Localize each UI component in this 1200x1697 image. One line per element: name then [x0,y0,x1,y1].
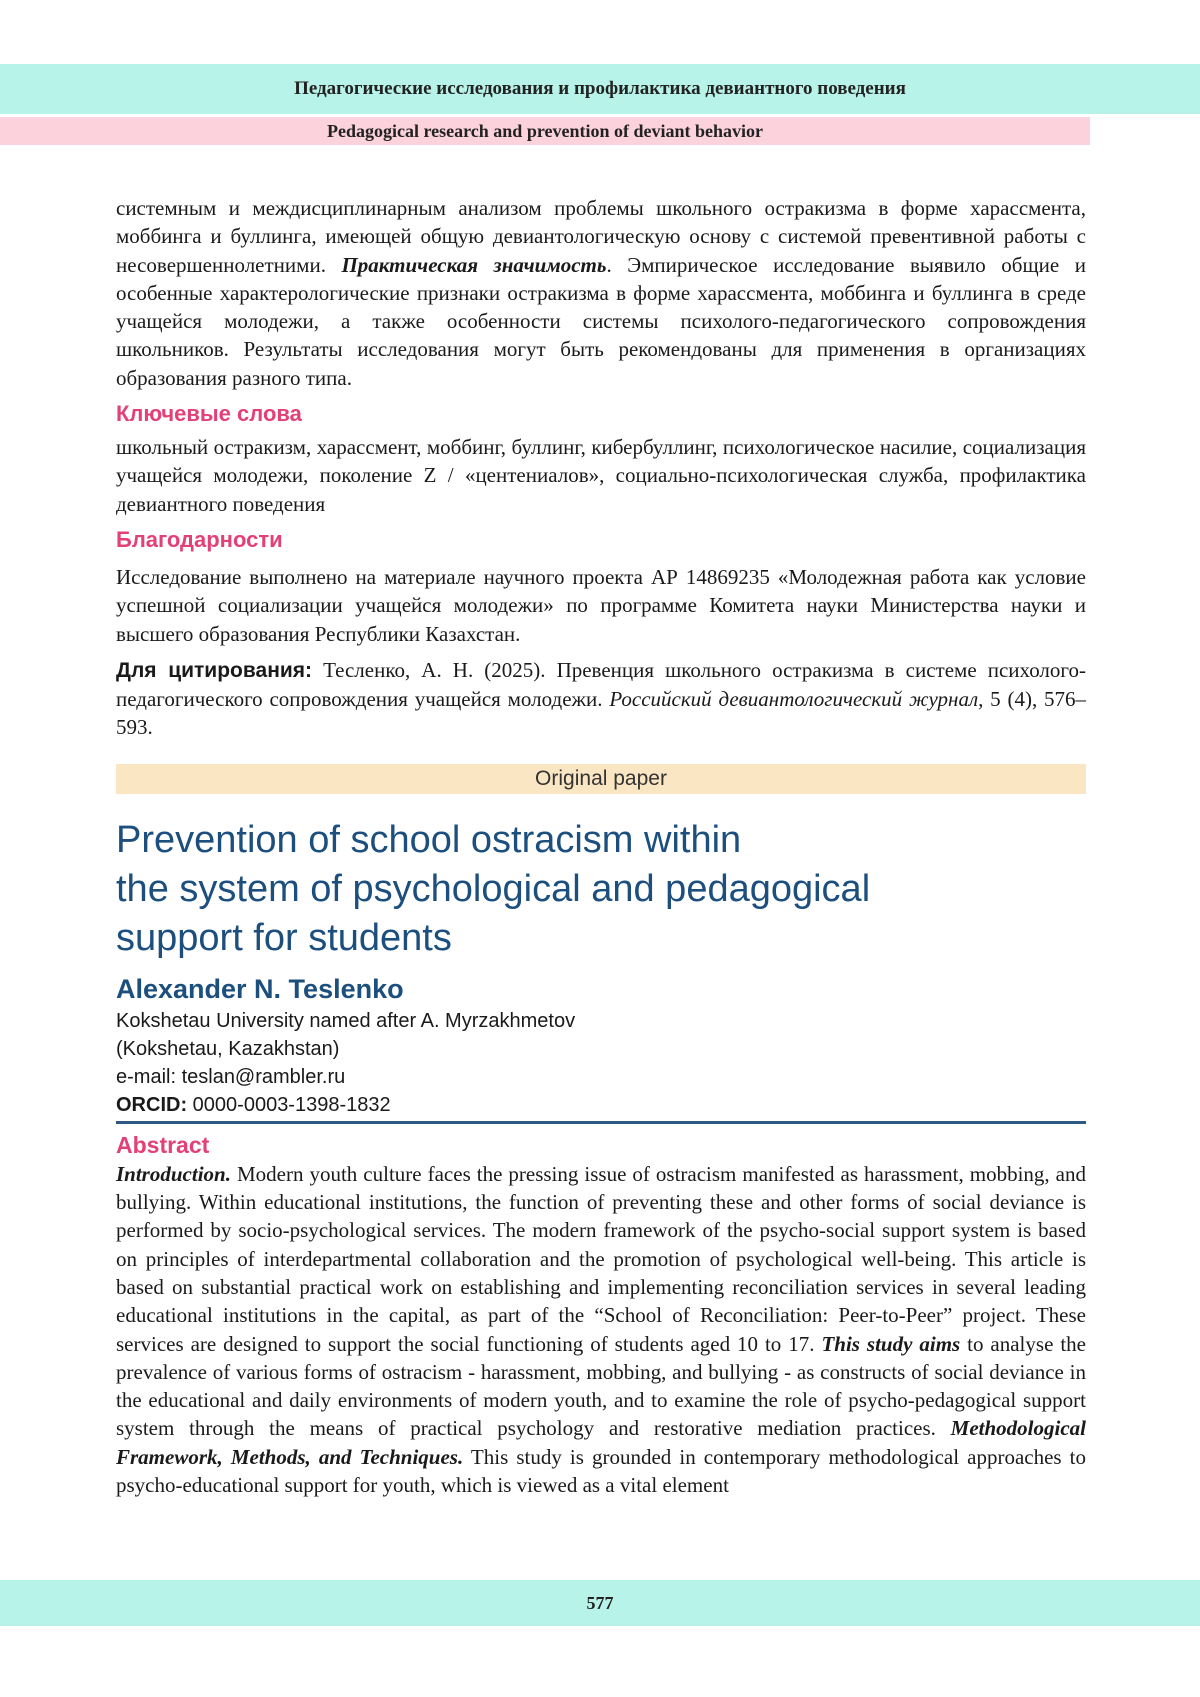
aims-text: to analyse the prevalence of various forms of ostracism - harassment, mobbing, and bullying - as constructs of social deviance in the educational and daily environments of modern youth, and to examine the role of psycho-pedagogical support system through the means of practical psychology and restorative mediation practices. [116,1331,1086,1441]
author-email[interactable]: e-mail: teslan@rambler.ru [116,1065,346,1088]
page-number: 577 [586,1592,614,1613]
citation-details: 5 (4), 576–593. [116,687,1086,740]
author-name: Alexander N. Teslenko [116,973,404,1004]
page-footer [0,1580,1200,1626]
divider [116,1121,1086,1124]
citation-journal: Российский девиантологический журнал, [609,687,984,712]
page-body [116,194,1086,1499]
author-orcid [116,1091,1086,1119]
article-title-en [116,816,1086,963]
journal-title-ru: Педагогические исследования и профилактика девиантного поведения [294,78,906,99]
practical-significance-label: Практическая значимость [341,252,607,277]
methods-label: Methodological Framework, Methods, and Techniques. [116,1416,1086,1469]
introduction-label: Introduction. [116,1161,231,1186]
author-affiliation: Kokshetau University named after A. Myrzakhmetov [116,1009,576,1032]
abstract-text [116,1160,1086,1500]
introduction-text: Modern youth culture faces the pressing issue of ostracism manifested as harassment, mobbing, and bullying. Within educational institutions, the function of preventing these and other forms of social deviance is performed by socio-psychological services. The modern framework of the psycho-social support system is based on principles of interdepartmental collaboration and the promotion of psychological well-being. This article is based on substantial practical work on establishing and implementing reconciliation services in several leading educational institutions in the capital, as part of the “School of Reconciliation: Peer-to-Peer” project. These services are designed to support the social functioning of students aged 10 to 17. [116,1161,1086,1356]
aims-label: This study aims [821,1331,961,1356]
citation-text: Тесленко, А. Н. (2025). Превенция школьного остракизма в системе психолого-педагогического сопровождения учащейся молодежи. [116,657,1086,712]
title-line: the system of psychological and pedagogical [116,867,871,910]
acknowledgments-title: Благодарности [116,526,283,552]
journal-header-ru [0,64,1200,114]
journal-header-en [0,117,1090,145]
orcid-value[interactable]: 0000-0003-1398-1832 [187,1093,391,1116]
keywords-title: Ключевые слова [116,401,302,427]
citation-label: Для цитирования: [116,658,313,682]
journal-title-en: Pedagogical research and prevention of deviant behavior [327,120,763,141]
orcid-label: ORCID: [116,1093,188,1116]
article-type-banner [116,764,1086,794]
ru-abstract-text-end: . Эмпирическое исследование выявило общие и особенные характерологические признаки остракизма в форме харассмента, моббинга и буллинга в среде учащейся молодежи, а также особенности системы психолого-педагогического сопровождения школьников. Результаты исследования могут быть рекомендованы для применения в организациях образования разного типа. [116,252,1086,390]
methods-text: This study is grounded in contemporary methodological approaches to psycho-educational support for youth, which is viewed as a vital element [116,1444,1086,1498]
acknowledgments-text: Исследование выполнено на материале научного проекта АР 14869235 «Молодежная работа как условие успешной социализации учащейся молодежи» по программе Комитета науки Министерства науки и высшего образования Республики Казахстан. [116,564,1086,646]
title-line: support for students [116,916,452,959]
article-type: Original paper [535,766,667,790]
citation [116,656,1086,742]
author-location: (Kokshetau, Kazakhstan) [116,1037,340,1060]
abstract-title: Abstract [116,1131,210,1158]
title-line: Prevention of school ostracism within [116,818,742,861]
ru-abstract-paragraph [116,194,1086,392]
keywords-text: школьный остракизм, харассмент, моббинг, буллинг, кибербуллинг, психологическое насилие, социализация учащейся молодежи, поколение Z / «центениалов», социально-психологическая служба, профилактика девиантного поведения [116,435,1086,516]
ru-abstract-text-start: системным и междисциплинарным анализом проблемы школьного остракизма в форме харассмента, моббинга и буллинга, имеющей общую девиантологическую основу с системой превентивной работы с несовершеннолетними. [116,196,1086,277]
